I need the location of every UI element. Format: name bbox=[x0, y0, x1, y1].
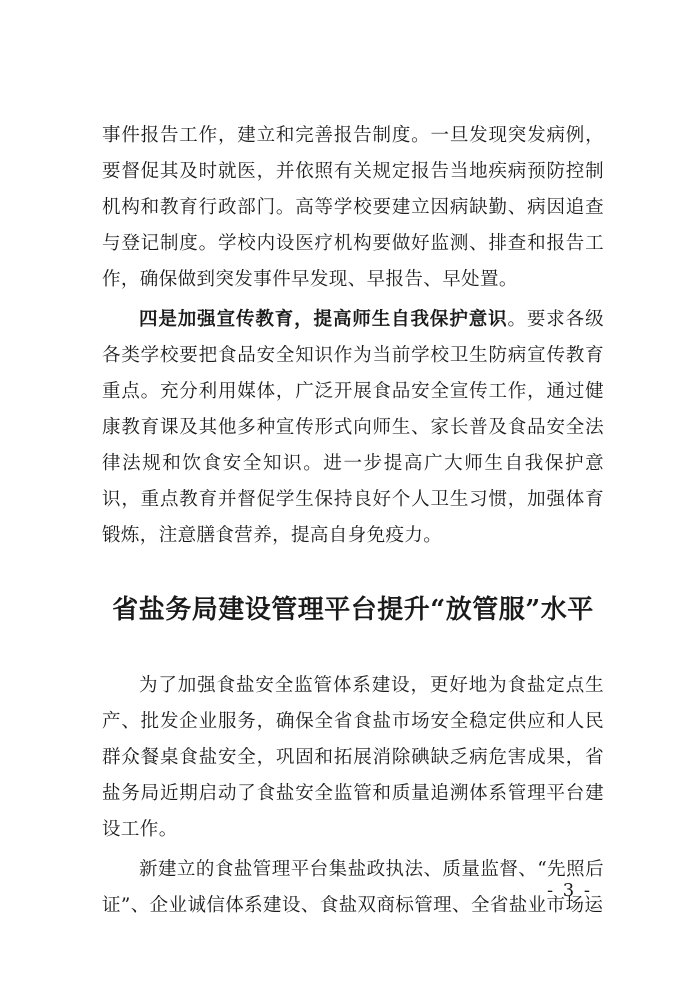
point-four-lead: 四是加强宣传教育，提高师生自我保护意识 bbox=[139, 309, 508, 330]
point-four-paragraph bbox=[102, 302, 604, 554]
article-paragraph-2: 新建立的食盐管理平台集盐政执法、质量监督、“先照后证”、企业诚信体系建设、食盐双商标管理、全省盐业市场运 bbox=[102, 859, 604, 916]
continued-paragraph: 事件报告工作，建立和完善报告制度。一旦发现突发病例，要督促其及时就医，并依照有关规定报告当地疾病预防控制机构和教育行政部门。高等学校要建立因病缺勤、病因追查与登记制度。学校内设医疗机构要做好监测、排查和报告工作，确保做到突发事件早发现、早报告、早处置。 bbox=[102, 125, 604, 290]
document-body bbox=[102, 118, 604, 924]
article-paragraph-1: 为了加强食盐安全监管体系建设，更好地为食盐定点生产、批发企业服务，确保全省食盐市场安全稳定供应和人民群众餐桌食盐安全，巩固和拓展消除碘缺乏病危害成果，省盐务局近期启动了食盐安全监管和质量追溯体系管理平台建设工作。 bbox=[102, 675, 604, 840]
page-number: - 3 - bbox=[546, 880, 592, 901]
article-title: 省盐务局建设管理平台提升“放管服”水平 bbox=[112, 595, 594, 625]
point-four-body: 。要求各级各类学校要把食品安全知识作为当前学校卫生防病宣传教育重点。充分利用媒体，广泛开展食品安全宣传工作，通过健康教育课及其他多种宣传形式向师生、家长普及食品安全法律法规和饮食安全知识。进一步提高广大师生自我保护意识，重点教育并督促学生保持良好个人卫生习惯，加强体育锻炼，注意膳食营养，提高自身免疫力。 bbox=[102, 309, 604, 546]
